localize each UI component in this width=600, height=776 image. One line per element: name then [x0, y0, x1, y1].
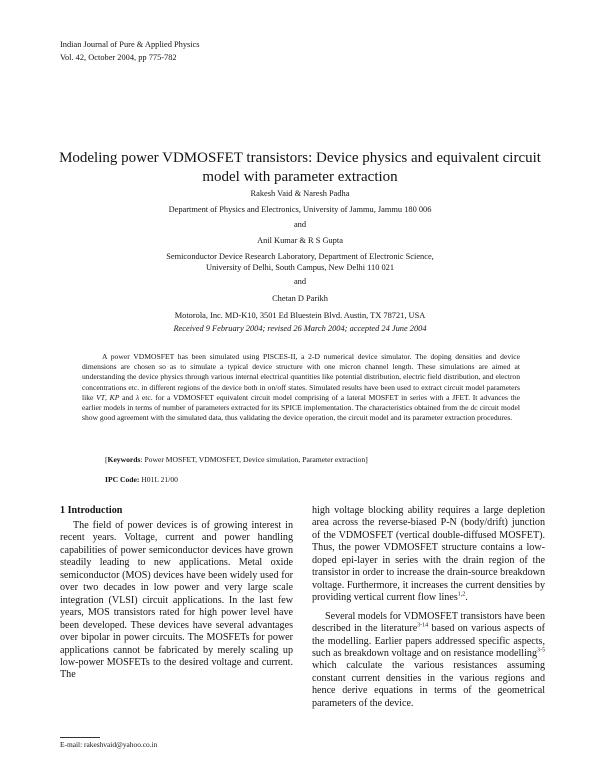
citation-1-2: 1,2 [457, 591, 466, 598]
citation-3-14: 3-14 [417, 622, 429, 629]
intro-paragraph-continued: high voltage blocking ability requires a large depletion area across the reverse-biased P-N (body/drift) junction of the VDMOSFET (vertical double-diffused MOSFET). Thus, the power VDMOSFET structure contains a low-doped epi-layer in series with the drain region of the transistor in order to increase the drain-source breakdown voltage. Furthermore, it increases the current densities by providing vertical current flow lines$^{1,2}$. [312, 505, 545, 604]
intro-p2-text-a: Several models for VDMOSFET transistors have been described in the literature [312, 610, 545, 635]
affiliation-1: Department of Physics and Electronics, University of Jammu, Jammu 180 006 [168, 205, 432, 214]
journal-volume: Vol. 42, October 2004, pp 775-782 [60, 53, 177, 62]
and-separator-2: and [293, 277, 307, 286]
intro-paragraph-2 [312, 611, 545, 711]
param-kp: KP [109, 392, 120, 402]
citation-3-5: 3-5 [537, 647, 545, 654]
keywords: [Keywords: Power MOSFET, VDMOSFET, Device simulation, Parameter extraction] [105, 455, 368, 464]
journal-name: Indian Journal of Pure & Applied Physics [60, 40, 200, 49]
affiliation-2-line-2: University of Delhi, South Campus, New Delhi 110 021 [205, 263, 395, 272]
footnote-rule [60, 737, 100, 738]
ipc-label: IPC Code: [105, 475, 140, 484]
param-vt: VT [96, 392, 106, 402]
keywords-label: Keywords [107, 455, 141, 464]
and-separator-1: and [293, 220, 307, 229]
ipc-value: H01L 21/00 [141, 475, 178, 484]
param-lambda: λ [135, 392, 140, 402]
intro-p2-text-b: based on various aspects of the modelling. Earlier papers addressed specific aspects, such as breakdown voltage and on resistance modelling [312, 623, 545, 659]
affiliation-2-line-1: Semiconductor Device Research Laboratory, Department of Electronic Science, [166, 252, 434, 261]
intro-p2-text-c: which calculate the various resistances assuming constant current densities in the various regions and hence derive equations in terms of the geometrical parameters of the device. [312, 660, 545, 709]
intro-continued-text: high voltage blocking ability requires a large depletion area across the reverse-biased P-N (body/drift) junction of the VDMOSFET (vertical double-diffused MOSFET). Thus, the power VDMOSFET structure contains a low-doped epi-layer in series with the drain region of the transistor in order to increase the drain-source breakdown voltage. Furthermore, it increases the current densities by providing vertical current flow lines [312, 505, 545, 604]
author-group-1: Rakesh Vaid & Naresh Padha [250, 189, 350, 198]
left-column [60, 520, 293, 682]
abstract: A power VDMOSFET has been simulated using PISCES-II, a 2-D numerical device simulator. The doping densities and device dimensions are chosen so as to simulate a typical device structure with one micron channel length. These simulations are aimed at understanding the device physics through various internal electrical quantities like potential distribution, electric field distribution, and electron concentrations etc. in different regions of the device both in on/off states. Simulated results have been used to extract circuit model parameters like VT, KP and λ etc. for a VDMOSFET equivalent circuit model comprising of a lateral MOSFET in series with a JFET. It advances the earlier models in terms of number of parameters extracted for its SPICE implementation. The characteristics obtained from the dc circuit model show good agreement with the simulated data, thus validating the device operation, the circuit model and its parameter extraction procedures. [82, 352, 521, 423]
affiliation-3: Motorola, Inc. MD-K10, 3501 Ed Bluestein Blvd. Austin, TX 78721, USA [174, 311, 426, 320]
footnote-email: E-mail: rakeshvaid@yahoo.co.in [60, 740, 158, 749]
section-heading-introduction: 1 Introduction [60, 505, 123, 516]
ipc-code [105, 475, 178, 484]
abstract-text-2: etc. for a VDMOSFET equivalent circuit model comprising of a lateral MOSFET in series with a JFET. It advances the earlier models in terms of number of parameters extracted for its SPICE implementation. The characteristics obtained from the dc circuit model show good agreement with the simulated data, thus validating the device operation, the circuit model and its parameter extraction procedures. [82, 392, 521, 423]
right-column [312, 505, 545, 710]
received-dates: Received 9 February 2004; revised 26 March 2004; accepted 24 June 2004 [173, 324, 427, 333]
keywords-text: Power MOSFET, VDMOSFET, Device simulation, Parameter extraction [144, 455, 366, 464]
abstract-text-1: A power VDMOSFET has been simulated using PISCES-II, a 2-D numerical device simulator. The doping densities and device dimensions are chosen so as to simulate a typical device structure with one micron channel length. These simulations are aimed at understanding the device physics through various internal electrical quantities like potential distribution, electric field distribution, and electron concentrations etc. in different regions of the device both in on/off states. Simulated results have been used to extract circuit model parameters like [82, 352, 520, 402]
paper-title: Modeling power VDMOSFET transistors: Device physics and equivalent circuit model with parameter extraction [59, 150, 541, 185]
intro-paragraph-1: The field of power devices is of growing interest in recent years. Voltage, current and power handling capabilities of power semiconductor devices have grown steadily leading to new applications. Metal oxide semiconductor (MOS) devices have been widely used for over two decades in low power and very large scale integration (VLSI) circuit applications. In the last few years, MOS transistors rated for high power level have been developed. These devices have several advantages over bipolar in power circuits. The MOSFETs for power applications cannot be fabricated by merely scaling up low-power MOSFETs to the desired voltage and current. The [60, 520, 293, 681]
author-group-2: Anil Kumar & R S Gupta [257, 236, 343, 245]
author-group-3: Chetan D Parikh [272, 294, 328, 303]
journal-header [60, 38, 200, 64]
